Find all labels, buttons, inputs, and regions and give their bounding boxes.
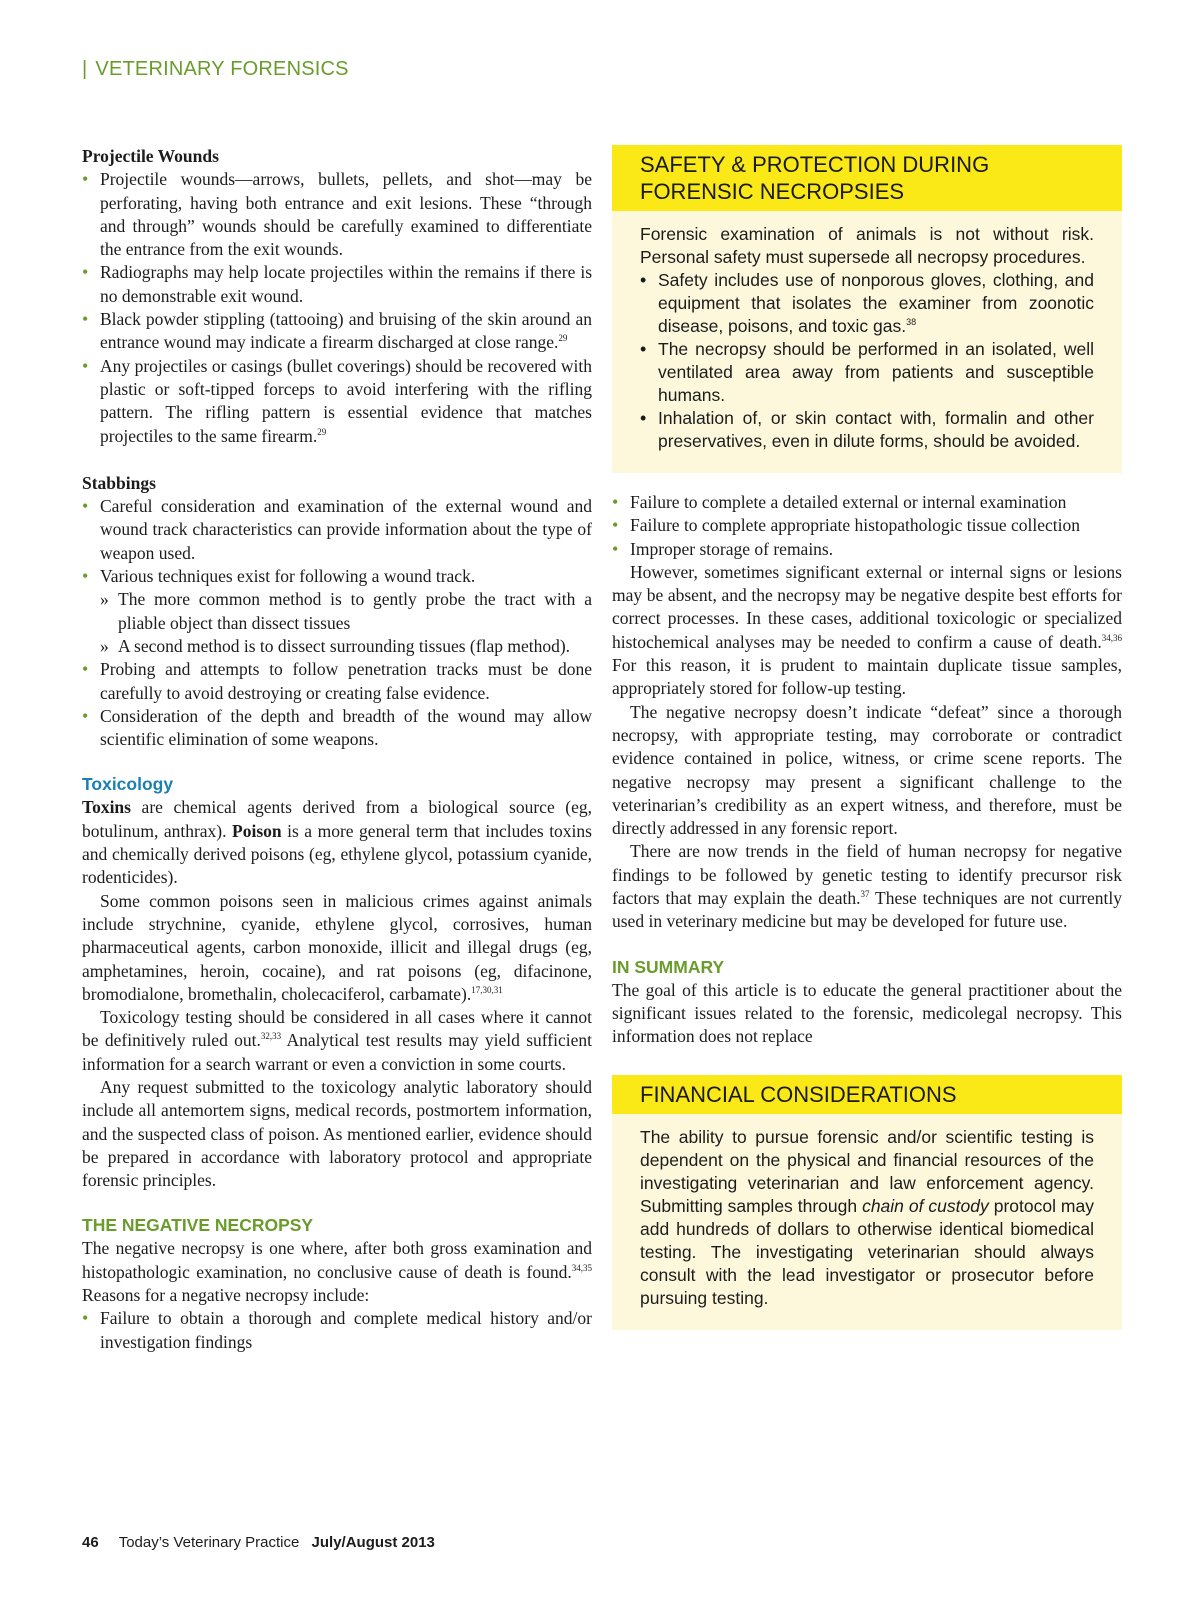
negative-paragraph xyxy=(82,1237,592,1307)
financial-text xyxy=(640,1126,1094,1310)
paragraph-text: are chemical agents derived from a biological source (eg, botulinum, anthrax). xyxy=(82,797,592,841)
financial-sidebar-box xyxy=(612,1075,1122,1330)
list-item: • Consideration of the depth and breadth of the wound may allow scientific elimination of some weapons. xyxy=(82,705,592,752)
negative-list xyxy=(82,1307,592,1354)
list-item-text: Safety includes use of nonporous gloves, clothing, and equipment that isolates the examiner from zoonotic disease, poisons, and toxic gas. xyxy=(658,270,1094,336)
list-item: • The necropsy should be performed in an isolated, well ventilated area away from patients and susceptible humans. xyxy=(640,338,1094,407)
term-poison: Poison xyxy=(232,820,282,841)
citation: 29 xyxy=(317,426,327,437)
list-item: • Probing and attempts to follow penetration tracks must be done carefully to avoid destroying or creating false evidence. xyxy=(82,658,592,705)
list-item-text: Any projectiles or casings (bullet coverings) should be recovered with plastic or soft-tipped forceps to avoid interfering with the rifling pattern. The rifling pattern is essential evidence that matches projectiles to the same firearm. xyxy=(100,355,592,446)
citation: 29 xyxy=(558,333,568,344)
term-toxins: Toxins xyxy=(82,797,131,818)
list-item: • Radiographs may help locate projectiles within the remains if there is no demonstrable exit wound. xyxy=(82,261,592,308)
list-item: • Failure to complete a detailed external or internal examination xyxy=(612,491,1122,514)
toxicology-paragraph xyxy=(82,890,592,1006)
paragraph-text: Reasons for a negative necropsy include: xyxy=(82,1285,370,1306)
paragraph-text: For this reason, it is prudent to maintain duplicate tissue samples, appropriately stored for follow-up testing. xyxy=(612,655,1122,699)
toxicology-paragraph: Any request submitted to the toxicology analytic laboratory should include all antemortem signs, medical records, postmortem information, and the suspected class of poison. As mentioned earlier, evidence should be prepared in accordance with laboratory protocol and appropriate forensic principles. xyxy=(82,1076,592,1191)
list-item xyxy=(82,308,592,355)
list-item-text: Black powder stippling (tattooing) and bruising of the skin around an entrance wound may indicate a firearm discharged at close range. xyxy=(100,309,592,353)
citation: 34,35 xyxy=(571,1262,592,1273)
paragraph-text: Toxicology testing should be considered in all cases where it cannot be definitively ruled out. xyxy=(82,1007,592,1051)
issue-date: July/August 2013 xyxy=(311,1534,435,1551)
toxicology-heading: Toxicology xyxy=(82,774,174,795)
right-column xyxy=(612,145,1122,1330)
negative-paragraph xyxy=(612,561,1122,701)
paragraph-text: The negative necropsy is one where, after both gross examination and histopathologic examination, no conclusive cause of death is found. xyxy=(82,1238,592,1282)
sub-list-item: » A second method is to dissect surrounding tissues (flap method). xyxy=(100,635,592,658)
list-item: • Failure to complete appropriate histopathologic tissue collection xyxy=(612,514,1122,537)
financial-box-title: FINANCIAL CONSIDERATIONS xyxy=(612,1075,1122,1114)
safety-intro: Forensic examination of animals is not without risk. Personal safety must supersede all necropsy procedures. xyxy=(640,224,1094,267)
publication-name: Today’s Veterinary Practice xyxy=(118,1534,300,1551)
emphasis: chain of custody xyxy=(862,1195,989,1216)
citation: 37 xyxy=(860,889,870,900)
toxicology-paragraph xyxy=(82,1006,592,1076)
left-column xyxy=(82,145,592,1354)
list-item xyxy=(640,269,1094,338)
safety-box-title: SAFETY & PROTECTION DURING FORENSIC NECROPSIES xyxy=(612,145,1122,211)
list-item: • Improper storage of remains. xyxy=(612,538,1122,561)
list-item xyxy=(82,565,592,658)
negative-paragraph xyxy=(612,840,1122,933)
list-item-text: Various techniques exist for following a wound track. xyxy=(100,566,476,587)
paragraph-text: These techniques are not currently used in veterinary medicine but may be developed for future use. xyxy=(612,888,1122,932)
running-head-text: VETERINARY FORENSICS xyxy=(95,58,349,80)
paragraph-text: There are now trends in the field of human necropsy for negative findings to be followed by genetic testing to identify precursor risk factors that may explain the death. xyxy=(612,841,1122,909)
citation: 34,36 xyxy=(1101,632,1122,643)
list-item: • Careful consideration and examination of the external wound and wound track characteristics can provide information about the type of weapon used. xyxy=(82,495,592,565)
paragraph-text: Some common poisons seen in malicious crimes against animals include strychnine, cyanide, ethylene glycol, corrosives, human pharmaceutical agents, carbon monoxide, illicit and illegal drugs (eg, amphetamines, heroin, cocaine), and rat poisons (eg, difacinone, bromodialone, bromethalin, cholecaciferol, carbamate). xyxy=(82,890,592,1004)
negative-necropsy-heading: THE NEGATIVE NECROPSY xyxy=(82,1215,314,1236)
list-item: • Inhalation of, or skin contact with, formalin and other preservatives, even in dilute forms, should be avoided. xyxy=(640,407,1094,453)
financial-box-body xyxy=(612,1114,1122,1330)
negative-reasons-list xyxy=(612,491,1122,561)
paragraph-text: protocol may add hundreds of dollars to otherwise identical biomedical testing. The investigating veterinarian should always consult with the lead investigator or prosecutor before pursuing testing. xyxy=(640,1195,1094,1308)
paragraph-text: The ability to pursue forensic and/or scientific testing is dependent on the physical and financial resources of the investigating veterinarian and law enforcement agency. Submitting samples through xyxy=(640,1126,1094,1216)
sub-list xyxy=(100,588,592,658)
running-head-bar: | xyxy=(82,58,88,80)
citation: 17,30,31 xyxy=(471,984,503,995)
safety-sidebar-box xyxy=(612,145,1122,473)
stabbings-list xyxy=(82,495,592,751)
toxicology-paragraph xyxy=(82,796,592,889)
list-item xyxy=(82,355,592,448)
safety-box-body xyxy=(612,211,1122,473)
projectile-heading: Projectile Wounds xyxy=(82,146,219,166)
negative-paragraph: The negative necropsy doesn’t indicate “defeat” since a thorough necropsy, with appropriate testing, may corroborate or contradict evidence contained in police, witness, or crime scene reports. The negative necropsy may present a significant challenge to the veterinarian’s credibility as an expert witness, and therefore, must be directly addressed in any forensic report. xyxy=(612,701,1122,839)
paragraph-text: However, sometimes significant external or internal signs or lesions may be absent, and the necropsy may be negative despite best efforts for correct processes. In these cases, additional toxicologic or specialized histochemical analyses may be needed to confirm a cause of death. xyxy=(612,561,1122,652)
stabbings-heading: Stabbings xyxy=(82,472,156,493)
projectile-list xyxy=(82,168,592,448)
list-item: • Projectile wounds—arrows, bullets, pellets, and shot—may be perforating, having both entrance and exit lesions. These “through and through” wounds should be carefully examined to differentiate the entrance from the exit wounds. xyxy=(82,168,592,261)
running-head xyxy=(82,58,349,81)
summary-heading: IN SUMMARY xyxy=(612,956,725,977)
page-number: 46 xyxy=(82,1534,99,1551)
list-item: • Failure to obtain a thorough and complete medical history and/or investigation findings xyxy=(82,1307,592,1354)
summary-paragraph: The goal of this article is to educate the general practitioner about the significant issues related to the forensic, medicolegal necropsy. This information does not replace xyxy=(612,979,1122,1047)
paragraph-text: is a more general term that includes toxins and chemically derived poisons (eg, ethylene glycol, potassium cyanide, rodenticides). xyxy=(82,820,592,888)
sub-list-item: » The more common method is to gently probe the tract with a pliable object than dissect tissues xyxy=(100,588,592,635)
page-footer xyxy=(82,1534,435,1551)
paragraph-text: Analytical test results may yield sufficient information for a search warrant or even a conviction in some courts. xyxy=(82,1030,592,1074)
citation: 32,33 xyxy=(260,1031,282,1042)
safety-list xyxy=(640,269,1094,453)
citation: 38 xyxy=(906,317,917,328)
